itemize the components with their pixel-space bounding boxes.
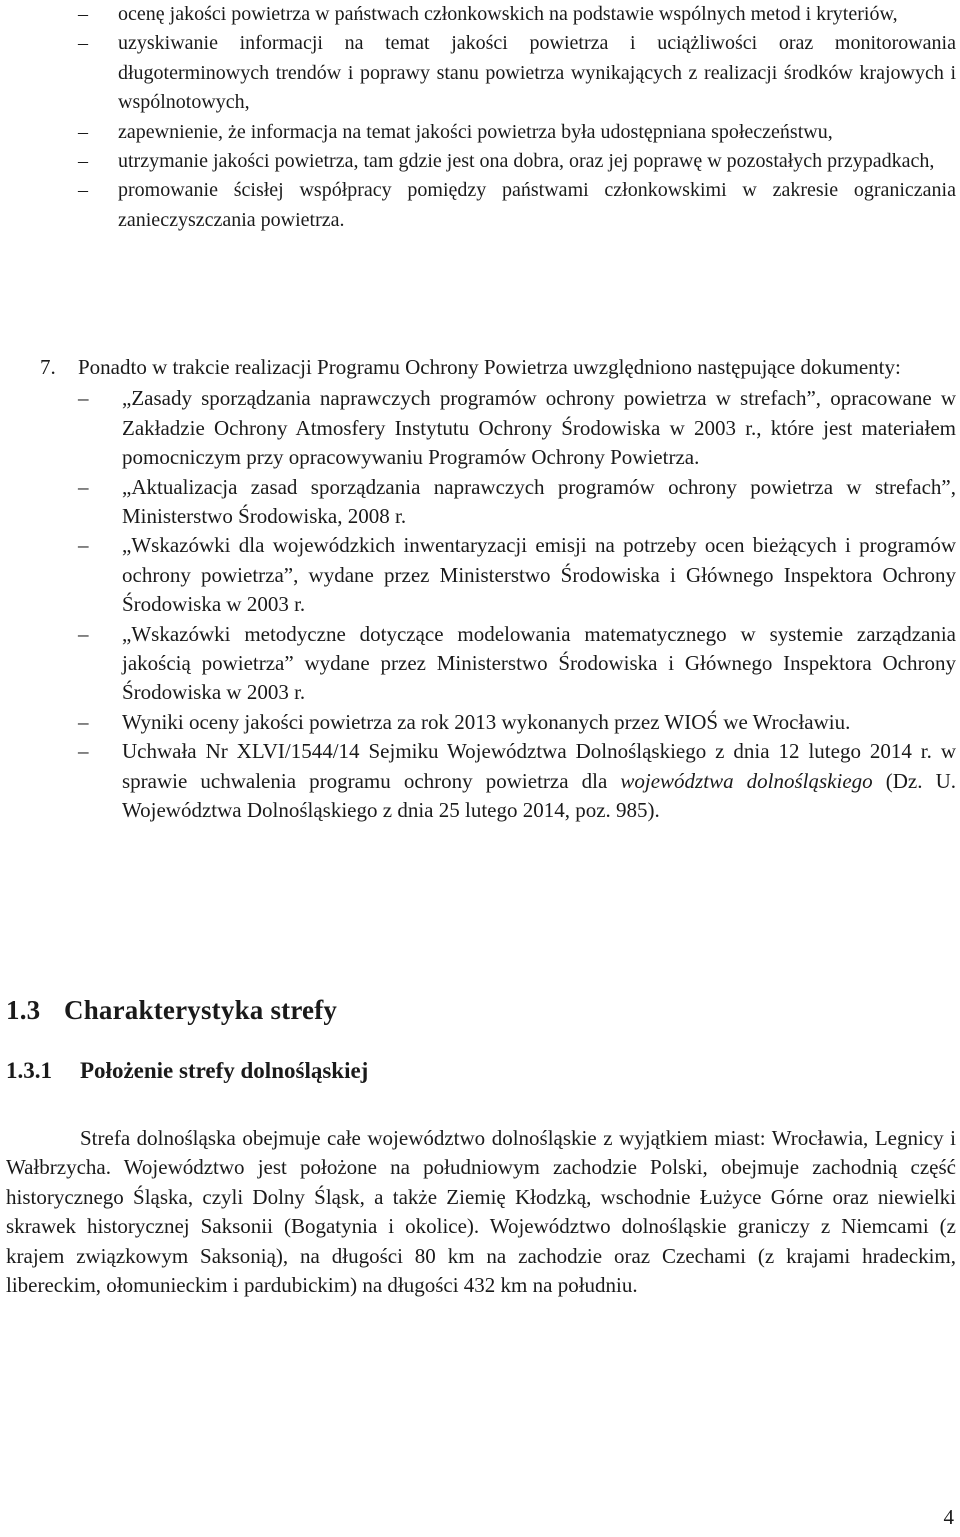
body-paragraph: Strefa dolnośląska obejmuje całe województwo dolnośląskie z wyjątkiem miast: Wrocławia, Legnicy i Wałbrzycha. Województwo jest położone na południowym zachodzie Polski, obejmuje zachodnią część historycznego Śląska, czyli Dolny Śląsk, a także Ziemię Kłodzką, wschodnie Łużyce Górne oraz niewielki skrawek historycznej Saksonii (Bogatynia i okolice). Województwo dolnośląskie graniczy z Niemcami (z krajem związkowym Saksonią), na długości 80 km na zachodzie oraz Czechami (z krajami hradeckim, libereckim, ołomunieckim i pardubickim) na długości 432 km na południu. bbox=[6, 1126, 956, 1298]
page-number: 4 bbox=[943, 1505, 954, 1529]
dash-bullet: – bbox=[78, 179, 88, 202]
section-heading bbox=[6, 995, 337, 1026]
subsection-title: Położenie strefy dolnośląskiej bbox=[80, 1058, 369, 1083]
list-item: – Uchwała Nr XLVI/1544/14 Sejmiku Województwa Dolnośląskiego z dnia 12 lutego 2014 r. w sprawie uchwalenia programu ochrony powietrza dla województwa dolnośląskiego (Dz. U. Województwa Dolnośląskiego z dnia 25 lutego 2014, poz. 985). bbox=[78, 739, 956, 823]
subsection-heading bbox=[6, 1058, 368, 1084]
list-item: – ocenę jakości powietrza w państwach członkowskich na podstawie wspólnych metod i kryteriów, bbox=[78, 0, 956, 29]
point-number: 7. bbox=[40, 355, 56, 379]
dash-bullet: – bbox=[78, 533, 89, 558]
subsection-number: 1.3.1 bbox=[6, 1058, 52, 1083]
dash-bullet: – bbox=[78, 739, 89, 764]
section-title: Charakterystyka strefy bbox=[64, 995, 338, 1025]
dash-bullet: – bbox=[78, 32, 88, 55]
documents-list bbox=[40, 384, 956, 825]
objectives-list bbox=[78, 0, 956, 235]
dash-bullet: – bbox=[78, 3, 88, 25]
dash-bullet: – bbox=[78, 474, 89, 499]
list-item: – promowanie ścisłej współpracy pomiędzy państwami członkowskimi w zakresie ograniczania zanieczyszczania powietrza. bbox=[78, 176, 956, 235]
dash-bullet: – bbox=[78, 386, 89, 411]
list-item: – „Wskazówki metodyczne dotyczące modelowania matematycznego w systemie zarządzania jakością powietrza” wydane przez Ministerstwo Środowiska i Głównego Inspektora Ochrony Środowiska w 2003 r. bbox=[78, 621, 956, 705]
list-item: – „Zasady sporządzania naprawczych programów ochrony powietrza w strefach”, opracowane w Zakładzie Ochrony Atmosfery Instytutu Ochrony Środowiska w 2003 r., które jest materiałem pomocniczym przy opracowywaniu Programów Ochrony Powietrza. bbox=[78, 386, 956, 470]
list-item: – „Aktualizacja zasad sporządzania naprawczych programów ochrony powietrza w strefach”, Ministerstwo Środowiska, 2008 r. bbox=[78, 474, 956, 529]
list-item: – uzyskiwanie informacji na temat jakości powietrza i uciążliwości oraz monitorowania długoterminowych trendów i poprawy stanu powietrza wynikających z realizacji środków krajowych i wspólnotowych, bbox=[78, 29, 956, 117]
dash-bullet: – bbox=[78, 709, 89, 734]
list-item: – Wyniki oceny jakości powietrza za rok 2013 wykonanych przez WIOŚ we Wrocławiu. bbox=[78, 708, 956, 737]
point-lead: Ponadto w trakcie realizacji Programu Ochrony Powietrza uwzględniono następujące dokumenty: bbox=[78, 355, 901, 379]
dash-bullet: – bbox=[78, 150, 88, 173]
dash-bullet: – bbox=[78, 621, 89, 646]
section-number: 1.3 bbox=[6, 995, 41, 1025]
point-7 bbox=[40, 353, 956, 826]
list-item: – „Wskazówki dla wojewódzkich inwentaryzacji emisji na potrzeby ocen bieżących i programów ochrony powietrza”, wydane przez Ministerstwo Środowiska i Głównego Inspektora Ochrony Środowiska w 2003 r. bbox=[78, 533, 956, 617]
list-item: – utrzymanie jakości powietrza, tam gdzie jest ona dobra, oraz jej poprawę w pozostałych przypadkach, bbox=[78, 147, 956, 176]
list-item: – zapewnienie, że informacja na temat jakości powietrza była udostępniana społeczeństwu, bbox=[78, 118, 956, 147]
dash-bullet: – bbox=[78, 120, 88, 143]
